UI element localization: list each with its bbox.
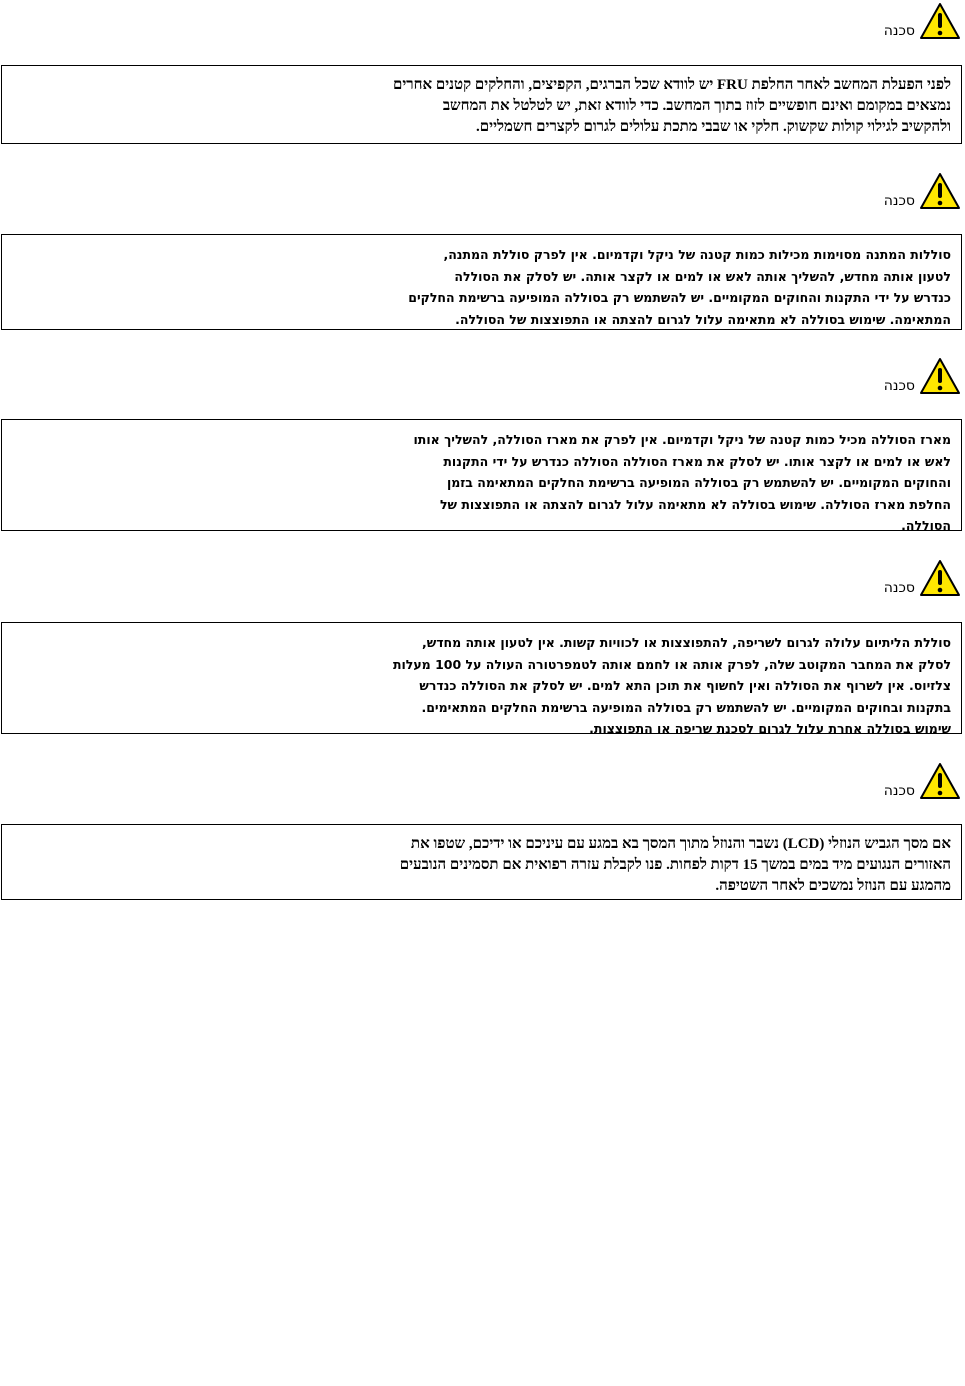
danger-header-2 [884, 170, 961, 210]
warning-text-line: לאש או למים או לקצר אותו. יש לסלק את מארז הסוללה הסוללה כנדרש על ידי התקנות [443, 453, 951, 469]
warning-text-line: בתקנות ובחוקים המקומיים. יש להשתמש רק בסוללה המופיעה ברשימת החלקים המתאימים. [421, 699, 951, 715]
warning-text-line: לסלק את המחבר המקוטב שלה, לפרק אותה או לחמם אותה לטמפרטורה העולה על 100 מעלות [392, 656, 951, 672]
warning-text-line: צלזיוס. אין לשרוף את הסוללה ואין לחשוף את תוכן התא למים. יש לסלק את הסוללה כנדרש [419, 678, 951, 693]
warning-box-4 [1, 622, 962, 734]
warning-box-3 [1, 419, 962, 531]
warning-text-line: והחוקים המקומיים. יש להשתמש רק בסוללה המופיעה ברשימת החלקים המתאימה בזמן [446, 475, 951, 490]
danger-header-3 [884, 355, 961, 395]
danger-header-5 [884, 760, 961, 800]
warning-text-line: החלפת מארז הסוללה. שימוש בסוללה לא מתאימה עלול לגרום להצתה או התפוצצות של [439, 496, 951, 512]
danger-header-1 [884, 0, 961, 40]
warning-text-line: לטעון אותה מחדש, להשליך אותה לאש או למים או לקצר אותה. יש לסלק את הסוללה [454, 268, 951, 284]
warning-box-5 [1, 824, 962, 900]
danger-label: סכנה [883, 378, 915, 394]
danger-label: סכנה [883, 783, 915, 799]
warning-triangle-icon [919, 762, 961, 800]
warning-box-1 [1, 65, 962, 144]
danger-label: סכנה [883, 580, 915, 596]
warning-triangle-icon [919, 357, 961, 395]
warning-box-2 [1, 234, 962, 330]
warning-text-line: אם מסך הגביש הנוזלי (LCD) נשבר והנוזל מתוך המסך בא במגע עם עיניכם או ידיכם, שטפו את [410, 836, 951, 852]
warning-text-line: ולהקשיב לגילוי קולות שקשוק. חלקי או שבבי מתכת עלולים לגרום לקצרים חשמליים. [476, 119, 951, 135]
warning-text-line: הסוללה. [901, 518, 951, 533]
warning-triangle-icon [919, 172, 961, 210]
warning-text-line: סוללת הליתיום עלולה לגרום לשריפה, להתפוצצות או לכוויות קשות. אין לטעון אותה מחדש, [421, 635, 951, 650]
danger-label: סכנה [883, 193, 915, 209]
warning-text-line: שימוש בסוללה אחרת עלול לגרום לסכנת שריפה או התפוצצות. [589, 721, 951, 736]
warning-text-line: סוללות המתנה מסוימות מכילות כמות קטנה של ניקל וקדמיום. אין לפרק סוללת המתנה, [443, 247, 951, 262]
danger-header-4 [884, 557, 961, 597]
warning-text-line: נמצאים במקומם ואינם חופשיים לזוז בתוך המחשב. כדי לוודא זאת, יש לטלטל את המחשב [442, 98, 951, 114]
warning-triangle-icon [919, 2, 961, 40]
danger-label: סכנה [883, 23, 915, 39]
warning-text-line: כנדרש על ידי התקנות והחוקים המקומיים. יש להשתמש רק בסוללה המופיעה ברשימת החלקים [408, 290, 951, 305]
warning-text-line: המתאימה. שימוש בסוללה לא מתאימה עלול לגרום להצתה או התפוצצות של הסוללה. [455, 311, 951, 327]
warning-text-line: האזורים הנגועים מיד במים במשך 15 דקות לפחות. פנו לקבלת עזרה רפואית אם תסמינים הנובעים [399, 857, 951, 873]
warning-text-line: לפני הפעלת המחשב לאחר החלפת FRU יש לוודא שכל הברגים, הקפיצים, והחלקים קטנים אחרים [392, 77, 951, 93]
warning-text-line: מארז הסוללה מכיל כמות קטנה של ניקל וקדמיום. אין לפרק את מארז הסוללה, להשליך אותו [413, 432, 951, 447]
warning-triangle-icon [919, 559, 961, 597]
warning-text-line: מהמגע עם הנוזל נמשכים לאחר השטיפה. [715, 878, 951, 894]
